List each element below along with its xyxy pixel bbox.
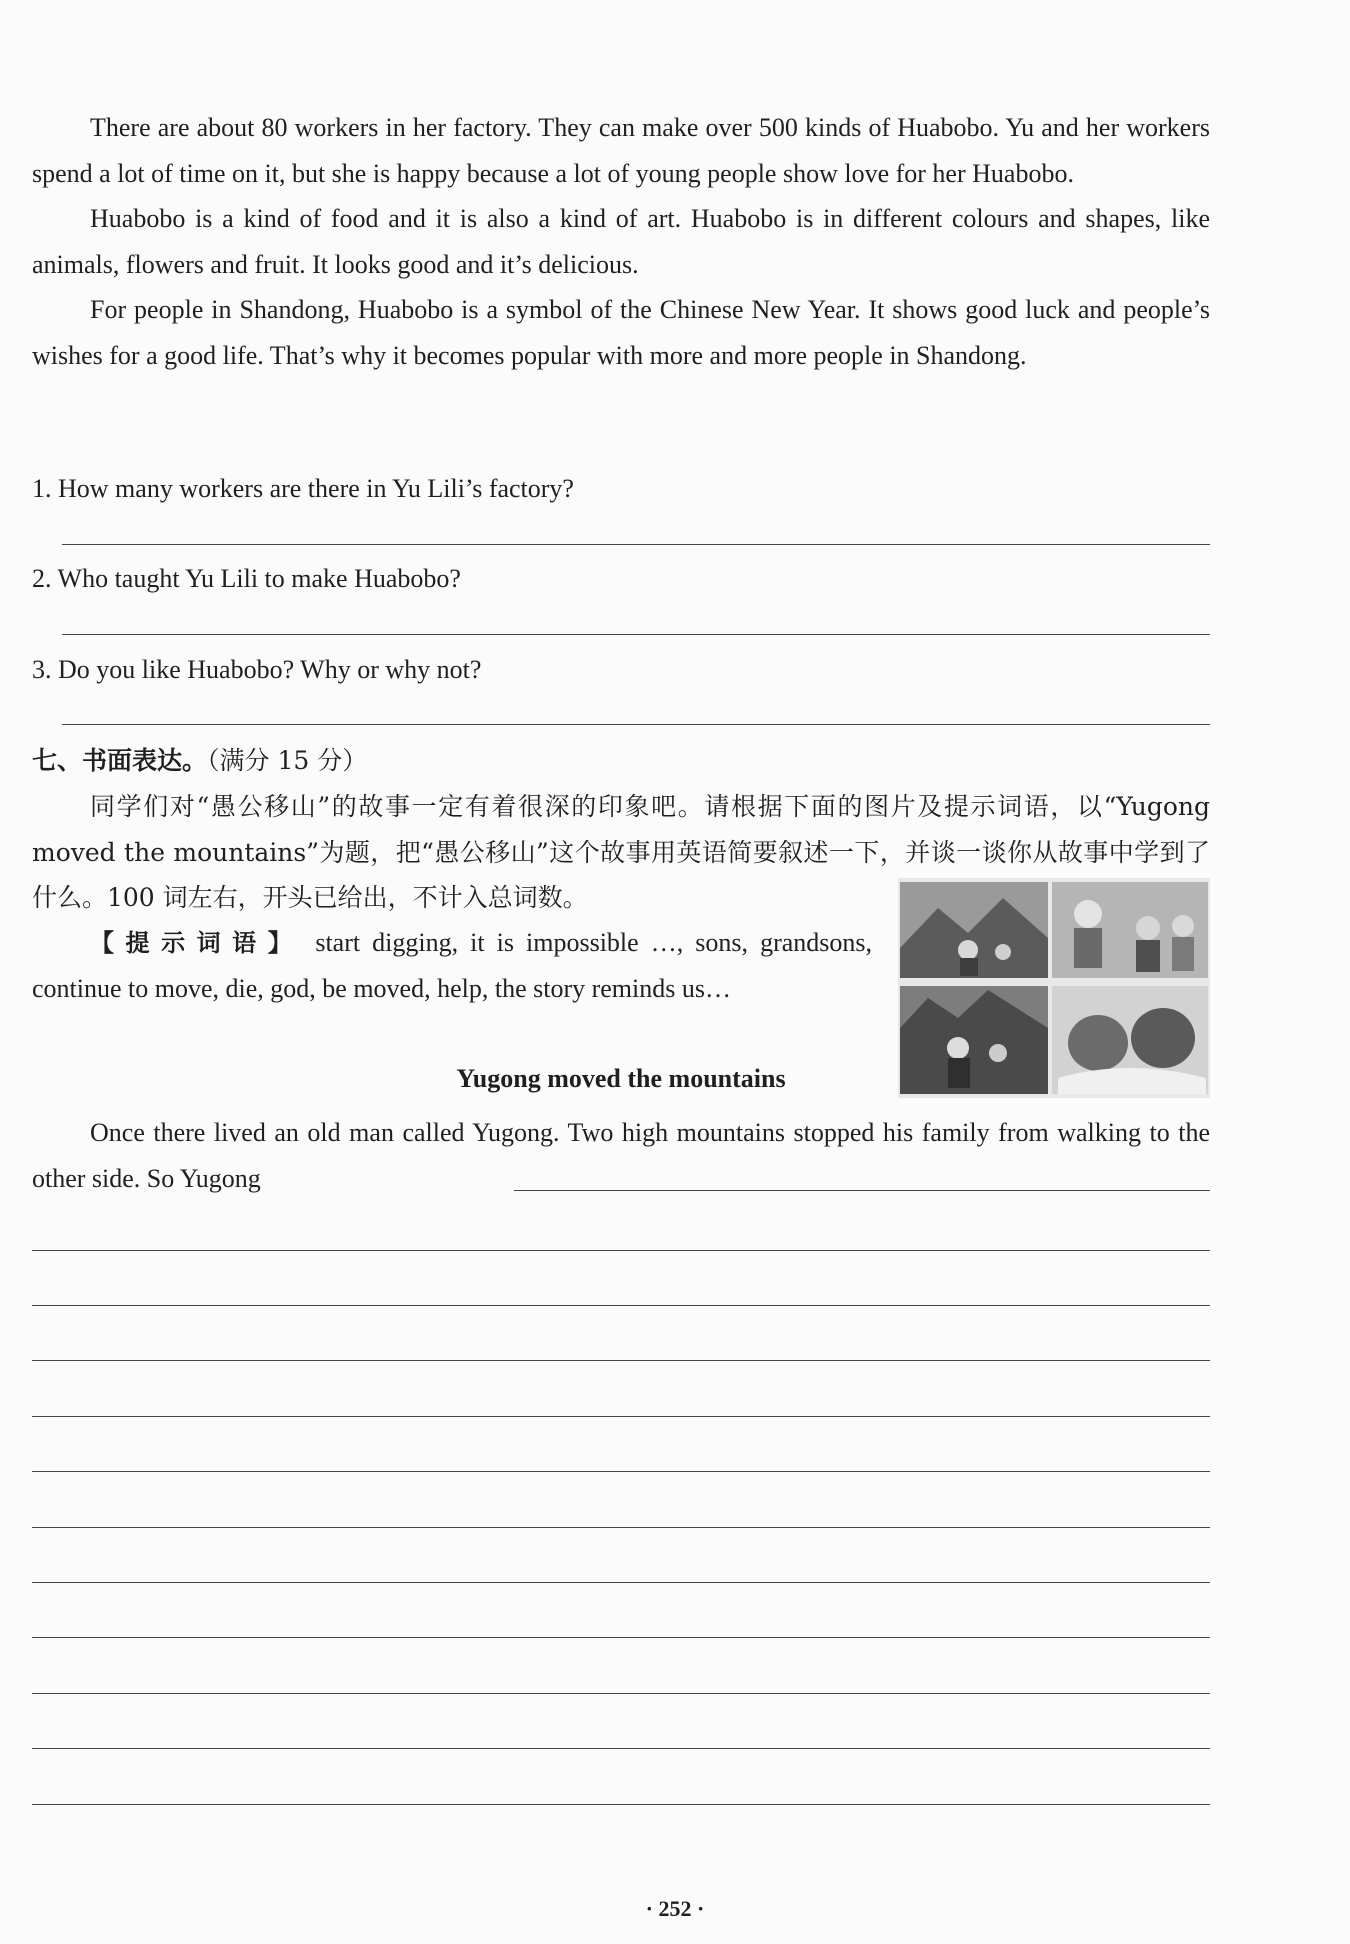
passage-paragraph-3: For people in Shandong, Huabobo is a symbol of the Chinese New Year. It shows good luck and people’s wishes for a good life. That’s why it becomes popular with more and more people in Shandong. [32, 295, 1210, 370]
question-1-text: 1. How many workers are there in Yu Lili’s factory? [32, 474, 574, 503]
hint-paragraph [32, 920, 872, 1012]
writing-line-11[interactable] [32, 1804, 1210, 1805]
question-3 [32, 647, 1210, 693]
writing-line-4[interactable] [32, 1416, 1210, 1417]
hint-block [32, 920, 872, 1012]
answer-line-2[interactable] [62, 634, 1210, 635]
panel-1-image [900, 882, 1048, 978]
essay-opening [32, 1110, 1210, 1201]
passage-paragraph-2: Huabobo is a kind of food and it is also a kind of art. Huabobo is in different colours and shapes, like animals, flowers and fruit. It looks good and it’s delicious. [32, 204, 1210, 279]
writing-line-1[interactable] [32, 1250, 1210, 1251]
question-2-text: 2. Who taught Yu Lili to make Huabobo? [32, 564, 461, 593]
passage-paragraph-1: There are about 80 workers in her factory. They can make over 500 kinds of Huabobo. Yu and her workers spend a lot of time on it, but she is happy because a lot of young people show love for her Huabobo. [32, 113, 1210, 188]
writing-line-8[interactable] [32, 1637, 1210, 1638]
writing-line-0[interactable] [514, 1190, 1210, 1191]
essay-title: Yugong moved the mountains [456, 1064, 786, 1093]
writing-line-7[interactable] [32, 1582, 1210, 1583]
writing-line-10[interactable] [32, 1748, 1210, 1749]
writing-line-9[interactable] [32, 1693, 1210, 1694]
answer-line-1[interactable] [62, 544, 1210, 545]
section-score: （满分 15 分） [207, 746, 368, 775]
question-2 [32, 556, 1210, 602]
writing-section-header [32, 738, 1210, 784]
answer-line-3[interactable] [62, 724, 1210, 725]
page-number: · 252 · [645, 1896, 705, 1921]
instruction-text: 同学们对“愚公移山”的故事一定有着很深的印象吧。请根据下面的图片及提示词语，以“Yugong moved the mountains”为题，把“愚公移山”这个故事用英语简要叙述一下，并谈一谈你从故事中学到了什么。100 词左右，开头已给出，不计入总词数。 [32, 792, 1210, 912]
opening-sentence: Once there lived an old man called Yugong. Two high mountains stopped his family from walking to the other side. So Yugong [32, 1118, 1210, 1193]
essay-opening-text [32, 1110, 1210, 1201]
panel-2-image [1052, 882, 1208, 978]
question-1 [32, 466, 1210, 512]
writing-line-3[interactable] [32, 1360, 1210, 1361]
section-title: 七、书面表达。 [32, 746, 208, 775]
hint-words: start digging, it is impossible …, sons, grandsons, continue to move, die, god, be moved, help, the story reminds us… [32, 928, 872, 1003]
reading-passage [32, 105, 1210, 378]
writing-line-6[interactable] [32, 1527, 1210, 1528]
hint-label: 【提示词语】 [90, 929, 304, 957]
writing-line-5[interactable] [32, 1471, 1210, 1472]
question-3-text: 3. Do you like Huabobo? Why or why not? [32, 655, 482, 684]
writing-line-2[interactable] [32, 1305, 1210, 1306]
